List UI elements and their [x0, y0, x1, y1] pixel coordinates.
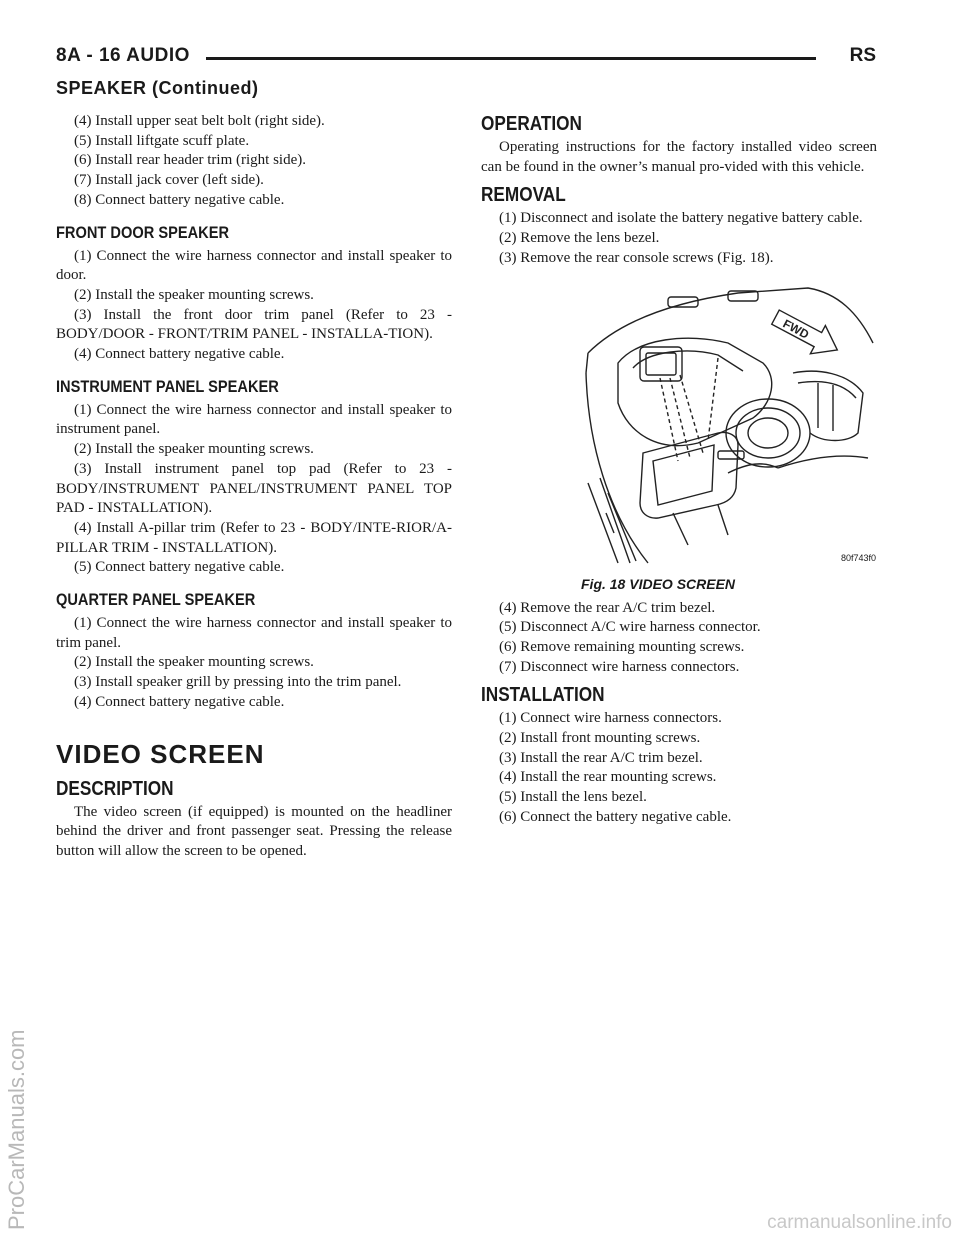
left-column [56, 112, 452, 862]
step: (7) Disconnect wire harness connectors. [499, 658, 740, 675]
continued-heading: SPEAKER (Continued) [56, 78, 259, 98]
step: (1) Connect wire harness connectors. [499, 710, 722, 727]
step: (4) Install A-pillar trim (Refer to 23 - BODY/INTE-RIOR/A-PILLAR TRIM - INSTALLATION). [56, 519, 452, 556]
step: (5) Connect battery negative cable. [74, 559, 285, 576]
step: (6) Install rear header trim (right side). [74, 152, 306, 169]
step: (3) Install the rear A/C trim bezel. [499, 749, 703, 766]
step: (2) Install the speaker mounting screws. [74, 654, 314, 671]
chapter-title-video-screen: VIDEO SCREEN [56, 738, 265, 769]
step: (3) Install speaker grill by pressing into the trim panel. [74, 674, 402, 691]
step: (4) Install the rear mounting screws. [499, 769, 717, 786]
section-heading-front-door: FRONT DOOR SPEAKER [56, 222, 230, 242]
step: (3) Install instrument panel top pad (Refer to 23 - BODY/INSTRUMENT PANEL/INSTRUMENT PANEL TOP PAD - INSTALLATION). [56, 460, 452, 517]
step: (4) Connect battery negative cable. [74, 693, 285, 710]
step: (4) Install upper seat belt bolt (right side). [74, 113, 325, 129]
figure-caption: Fig. 18 VIDEO SCREEN [581, 575, 736, 592]
section-heading-removal: REMOVAL [481, 184, 566, 207]
step: (3) Install the front door trim panel (Refer to 23 - BODY/DOOR - FRONT/TRIM PANEL - INSTALLA-TION). [56, 306, 452, 343]
fwd-label: FWD [780, 316, 812, 342]
header-section-label: 8A - 16 AUDIO [56, 45, 190, 66]
step: (7) Install jack cover (left side). [74, 172, 264, 189]
step: (1) Disconnect and isolate the battery negative battery cable. [499, 210, 863, 227]
footer-watermark: carmanualsonline.info [767, 1212, 952, 1233]
step: (6) Remove remaining mounting screws. [499, 638, 745, 655]
step: (3) Remove the rear console screws (Fig. 18). [499, 249, 774, 266]
step: (4) Remove the rear A/C trim bezel. [499, 599, 716, 616]
section-heading-quarter-panel: QUARTER PANEL SPEAKER [56, 590, 256, 610]
step: (5) Install the lens bezel. [499, 789, 647, 806]
section-heading-installation: INSTALLATION [481, 684, 605, 707]
header-rule [206, 57, 816, 60]
description-text: The video screen (if equipped) is mounted on the headliner behind the driver and front passenger seat. Pressing the release button will allow the screen to be opened. [56, 803, 452, 859]
step: (2) Install the speaker mounting screws. [74, 286, 314, 303]
step: (2) Install front mounting screws. [499, 730, 701, 747]
step: (1) Connect the wire harness connector and install speaker to door. [56, 247, 452, 284]
video-screen-drawing [578, 283, 878, 573]
side-watermark: ProCarManuals.com [4, 1029, 29, 1230]
step: (5) Install liftgate scuff plate. [74, 132, 250, 149]
step: (2) Install the speaker mounting screws. [74, 441, 314, 458]
figure-id: 80f743f0 [840, 552, 876, 563]
page-header [56, 45, 876, 71]
step: (4) Connect battery negative cable. [74, 346, 285, 363]
video-screen-illustration [578, 283, 878, 573]
step: (8) Connect battery negative cable. [74, 191, 285, 208]
step: (1) Connect the wire harness connector and install speaker to instrument panel. [56, 401, 452, 438]
step: (5) Disconnect A/C wire harness connector. [499, 619, 761, 636]
section-heading-description: DESCRIPTION [56, 777, 174, 800]
section-heading-operation: OPERATION [481, 113, 582, 135]
section-heading-instrument-panel: INSTRUMENT PANEL SPEAKER [56, 376, 279, 396]
step: (6) Connect the battery negative cable. [499, 808, 732, 825]
right-column [481, 112, 877, 828]
header-model-code: RS [849, 45, 876, 66]
step: (1) Connect the wire harness connector and install speaker to trim panel. [56, 615, 452, 651]
step: (2) Remove the lens bezel. [499, 230, 660, 247]
operation-text: Operating instructions for the factory installed video screen can be found in the owner’s manual pro-vided with this vehicle. [481, 139, 877, 175]
